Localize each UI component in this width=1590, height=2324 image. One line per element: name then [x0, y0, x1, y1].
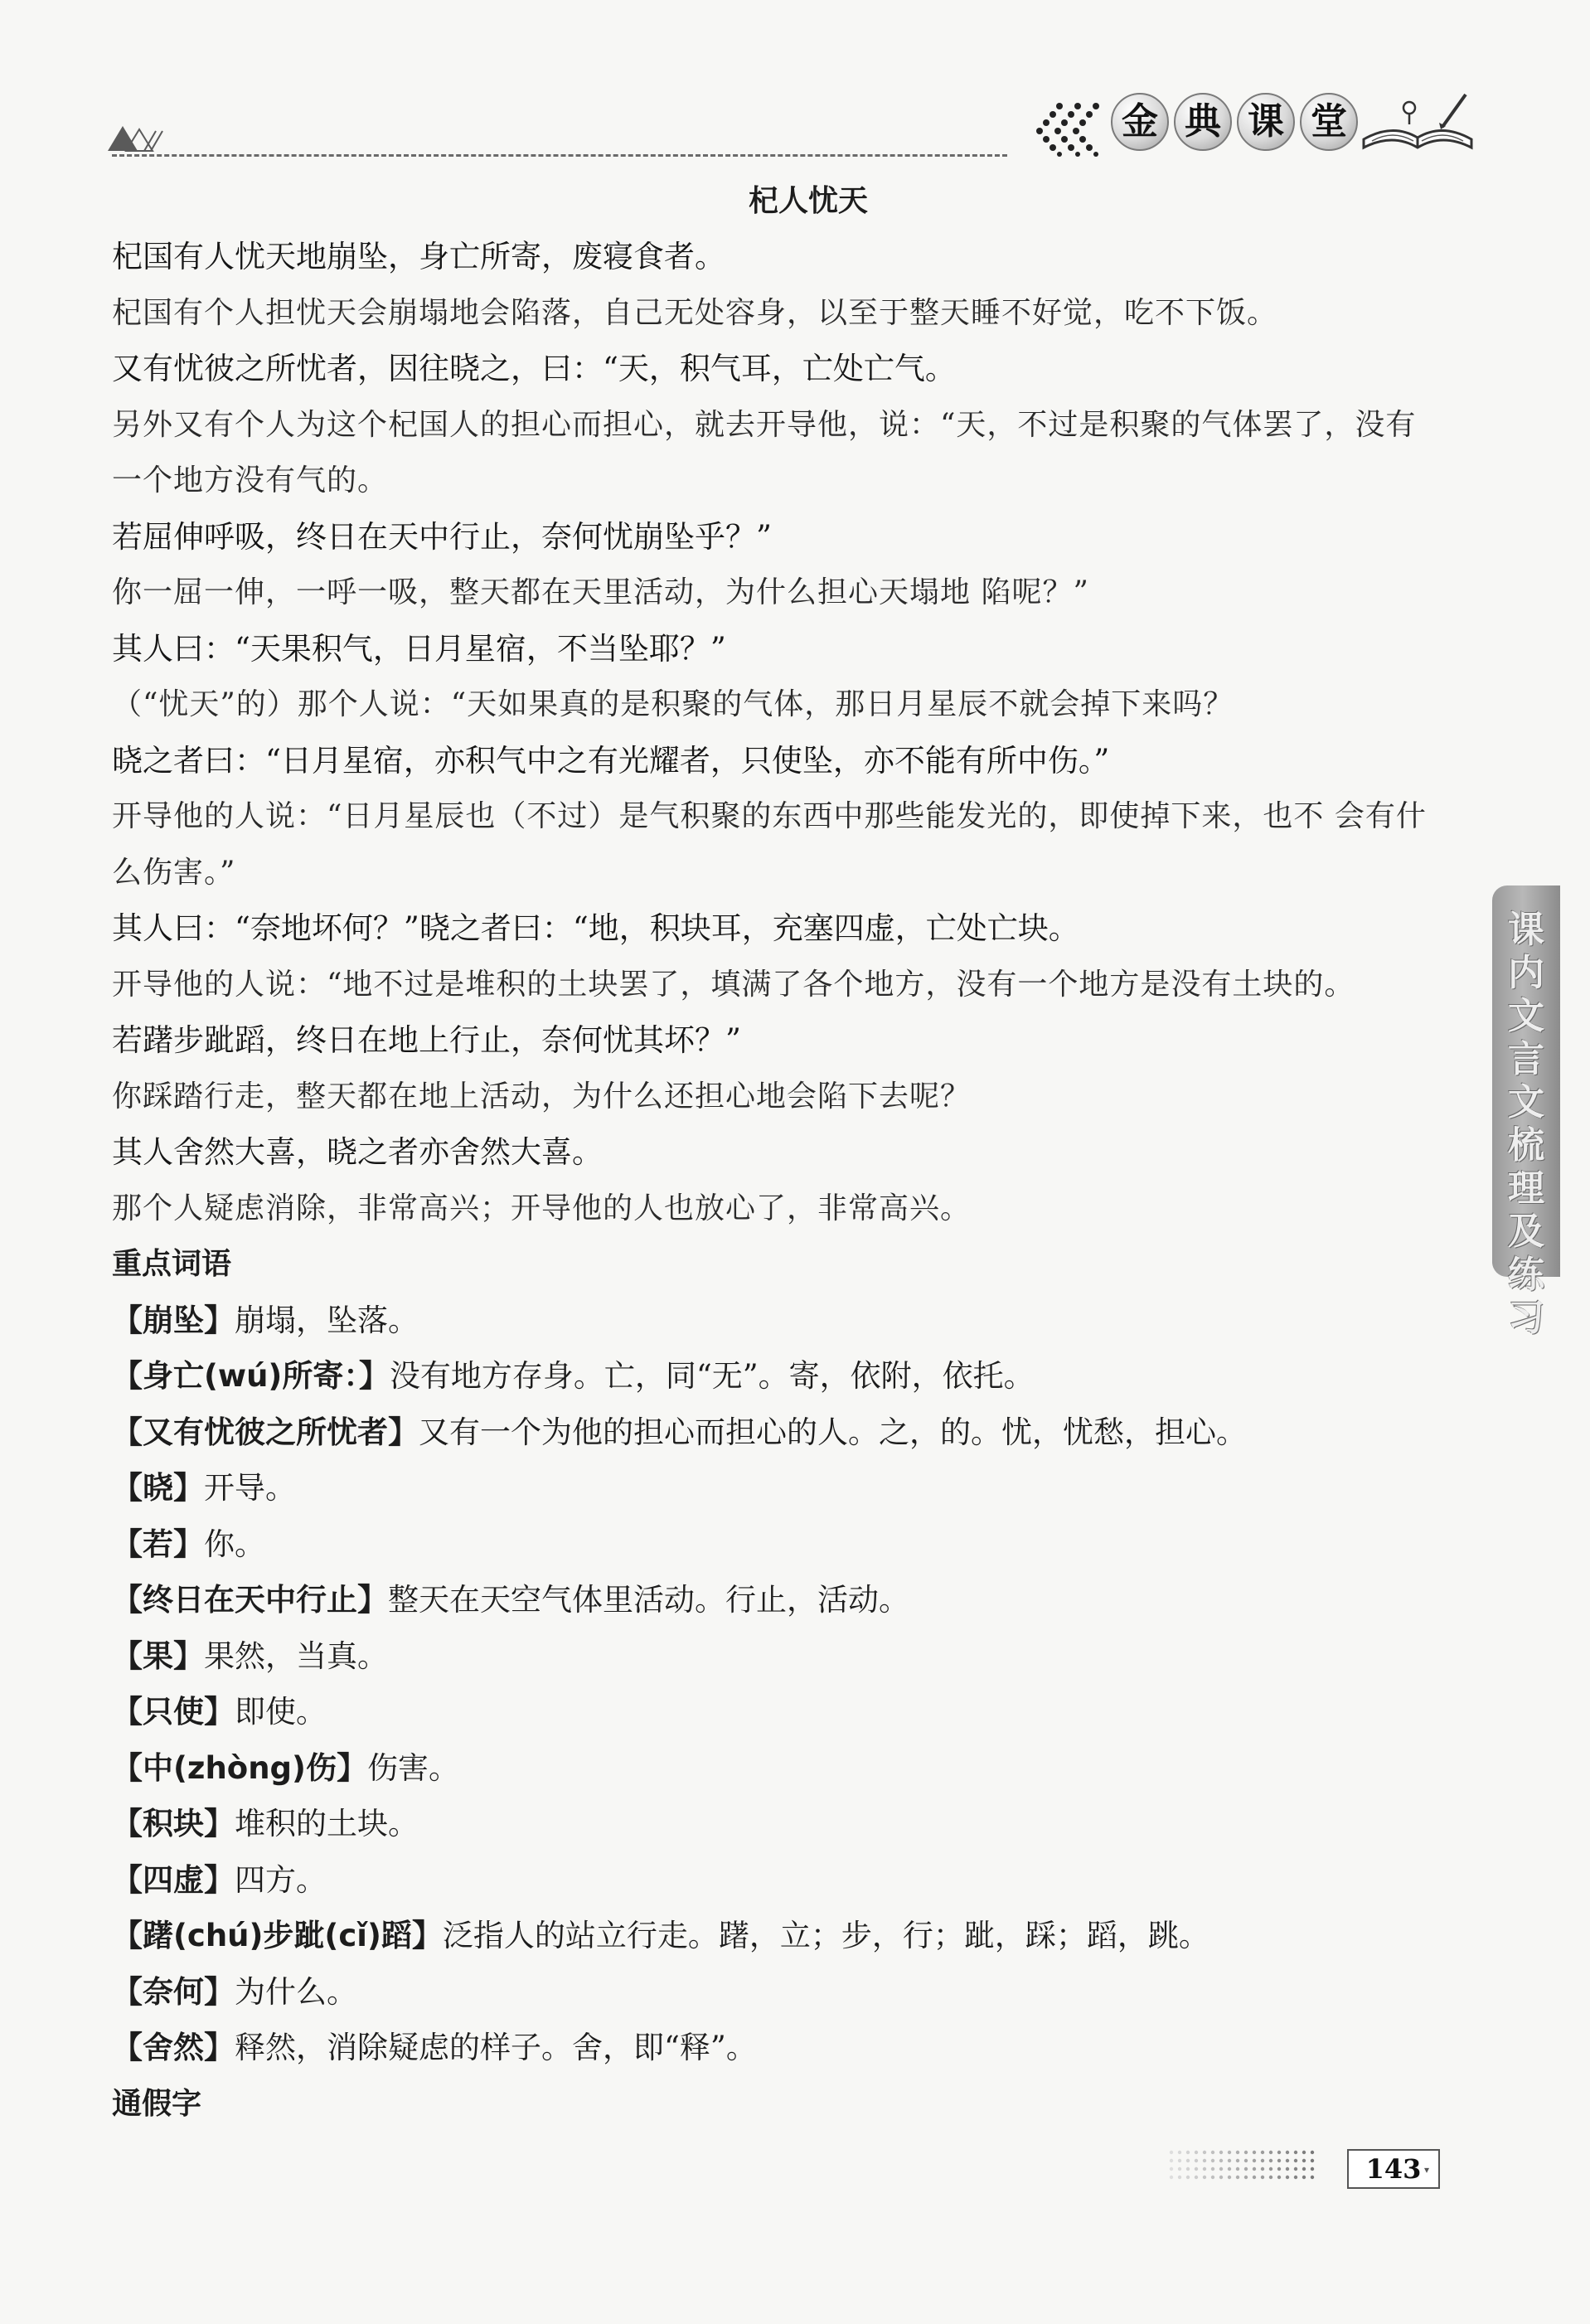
- brand-title: [1111, 93, 1358, 151]
- vocab-term: 【奈何】: [112, 1973, 235, 2010]
- vocab-term: 【只使】: [112, 1694, 235, 1730]
- vocab-entry: [112, 1516, 1455, 1573]
- vocab-term: 【四虚】: [112, 1861, 235, 1898]
- translation-line: 开导他的人说：“日月星辰也（不过）是气积聚的东西中那些能发光的，即使掉下来，也不 会有什: [112, 799, 1427, 833]
- vocab-entry: [112, 1348, 1455, 1405]
- vocab-term: 【又有忧彼之所忧者】: [112, 1414, 419, 1450]
- original-text-line: 其人曰：“奈地坏何？”晓之者曰：“地，积块耳，充塞四虚，亡处亡块。: [112, 910, 1079, 946]
- brand-char: 堂: [1300, 93, 1358, 151]
- tongjia-heading: 通假字: [112, 2086, 202, 2121]
- translation-line: 另外又有个人为这个杞国人的担心而担心，就去开导他，说：“天，不过是积聚的气体罢了，没有: [112, 407, 1417, 442]
- vocab-term: 【终日在天中行止】: [112, 1582, 388, 1618]
- original-text-line: 又有忧彼之所忧者，因往晓之，曰：“天，积气耳，亡处亡气。: [112, 351, 956, 386]
- vocab-term: 【中(zhòng)伤】: [112, 1749, 367, 1786]
- vocab-definition: 四方。: [235, 1861, 327, 1898]
- vocab-definition: 开导。: [204, 1470, 296, 1506]
- vocab-entry: [112, 1405, 1455, 1461]
- translation-line: 杞国有个人担忧天会崩塌地会陷落，自己无处容身，以至于整天睡不好觉，吃不下饭。: [112, 295, 1278, 330]
- vocab-definition: 又有一个为他的担心而担心的人。之，的。忧，忧愁，担心。: [419, 1414, 1247, 1450]
- original-text-line: 若屈伸呼吸，终日在天中行止，奈何忧崩坠乎？”: [112, 518, 772, 555]
- vocab-term: 【积块】: [112, 1806, 235, 1841]
- translation-line: 你踩踏行走，整天都在地上活动，为什么还担心地会陷下去呢？: [112, 1079, 972, 1113]
- original-text-line: 若躇步跐蹈，终日在地上行止，奈何忧其坏？”: [112, 1022, 741, 1058]
- header-chevrons-icon: [1026, 99, 1105, 158]
- translation-line: 那个人疑虑消除，非常高兴；开导他的人也放心了，非常高兴。: [112, 1191, 972, 1225]
- translation-line: （“忧天”的）那个人说：“天如果真的是积聚的气体，那日月星辰不就会掉下来吗？: [112, 687, 1234, 721]
- vocab-entry: [112, 1852, 1455, 1909]
- open-book-icon: [1360, 90, 1476, 156]
- vocab-entry: [112, 1740, 1455, 1797]
- main-content: [112, 174, 1455, 2132]
- passage: [112, 229, 1455, 1236]
- vocab-definition: 释然，消除疑虑的样子。舍，即“释”。: [235, 2030, 757, 2065]
- translation-line: 你一屈一伸，一呼一吸，整天都在天里活动，为什么担心天塌地 陷呢？”: [112, 575, 1089, 609]
- vocab-definition: 果然，当真。: [204, 1637, 388, 1674]
- section-side-tab: [1492, 885, 1560, 1339]
- original-text-line: 其人曰：“天果积气，日月星宿，不当坠耶？”: [112, 630, 726, 667]
- translation-line: 开导他的人说：“地不过是堆积的土块罢了，填满了各个地方，没有一个地方是没有土块的。: [112, 967, 1355, 1002]
- vocab-entry: [112, 1293, 1455, 1349]
- vocab-heading: 重点词语: [112, 1247, 232, 1281]
- brand-char: 金: [1111, 93, 1169, 151]
- page-number-arrow-icon: ▾: [1424, 2164, 1430, 2176]
- vocab-entry: [112, 1796, 1455, 1852]
- vocab-term: 【身亡(wú)所寄：】: [112, 1358, 390, 1394]
- vocab-definition: 没有地方存身。亡，同“无”。寄，依附，依托。: [389, 1358, 1035, 1394]
- vocab-entry: [112, 1964, 1455, 2021]
- vocab-entry: [112, 1628, 1455, 1685]
- vocab-entry: [112, 2020, 1455, 2076]
- side-tab-label: 课内文言文梳理及练习: [1508, 909, 1544, 1339]
- vocab-definition: 即使。: [235, 1694, 327, 1730]
- vocab-definition: 为什么。: [235, 1973, 357, 2010]
- vocab-entry: [112, 1460, 1455, 1516]
- vocab-definition: 泛指人的站立行走。躇，立；步，行；跐，踩；蹈，跳。: [442, 1918, 1209, 1953]
- brand-char: 课: [1237, 93, 1295, 151]
- vocab-term: 【躇(chú)步跐(cǐ)蹈】: [112, 1918, 443, 1953]
- footer-dots-decoration: [1165, 2146, 1331, 2187]
- vocab-definition: 你。: [204, 1526, 265, 1562]
- original-text-line: 晓之者曰：“日月星宿，亦积气中之有光耀者，只使坠，亦不能有所中伤。”: [112, 742, 1110, 779]
- vocab-term: 【果】: [112, 1637, 204, 1674]
- vocab-term: 【舍然】: [112, 2030, 235, 2065]
- article-title: 杞人忧天: [748, 184, 868, 218]
- header-dashed-line: [112, 154, 1007, 157]
- vocab-definition: 堆积的土块。: [235, 1806, 419, 1841]
- vocab-term: 【若】: [112, 1526, 204, 1562]
- translation-line: 一个地方没有气的。: [112, 463, 389, 497]
- vocab-list: [112, 1293, 1455, 2076]
- vocab-term: 【崩坠】: [112, 1302, 235, 1338]
- vocab-definition: 整天在天空气体里活动。行止，活动。: [388, 1582, 909, 1618]
- vocab-entry: [112, 1908, 1455, 1964]
- vocab-definition: 伤害。: [366, 1749, 459, 1786]
- vocab-term: 【晓】: [112, 1470, 204, 1506]
- page-number: 143: [1347, 2149, 1440, 2189]
- brand-char: 典: [1174, 93, 1232, 151]
- header-triangles-icon: [108, 123, 166, 153]
- translation-line: 么伤害。”: [112, 855, 236, 890]
- original-text-line: 杞国有人忧天地崩坠，身亡所寄，废寝食者。: [112, 239, 725, 274]
- vocab-entry: [112, 1572, 1455, 1628]
- vocab-definition: 崩塌，坠落。: [235, 1302, 419, 1338]
- vocab-entry: [112, 1684, 1455, 1740]
- original-text-line: 其人舍然大喜，晓之者亦舍然大喜。: [112, 1134, 603, 1170]
